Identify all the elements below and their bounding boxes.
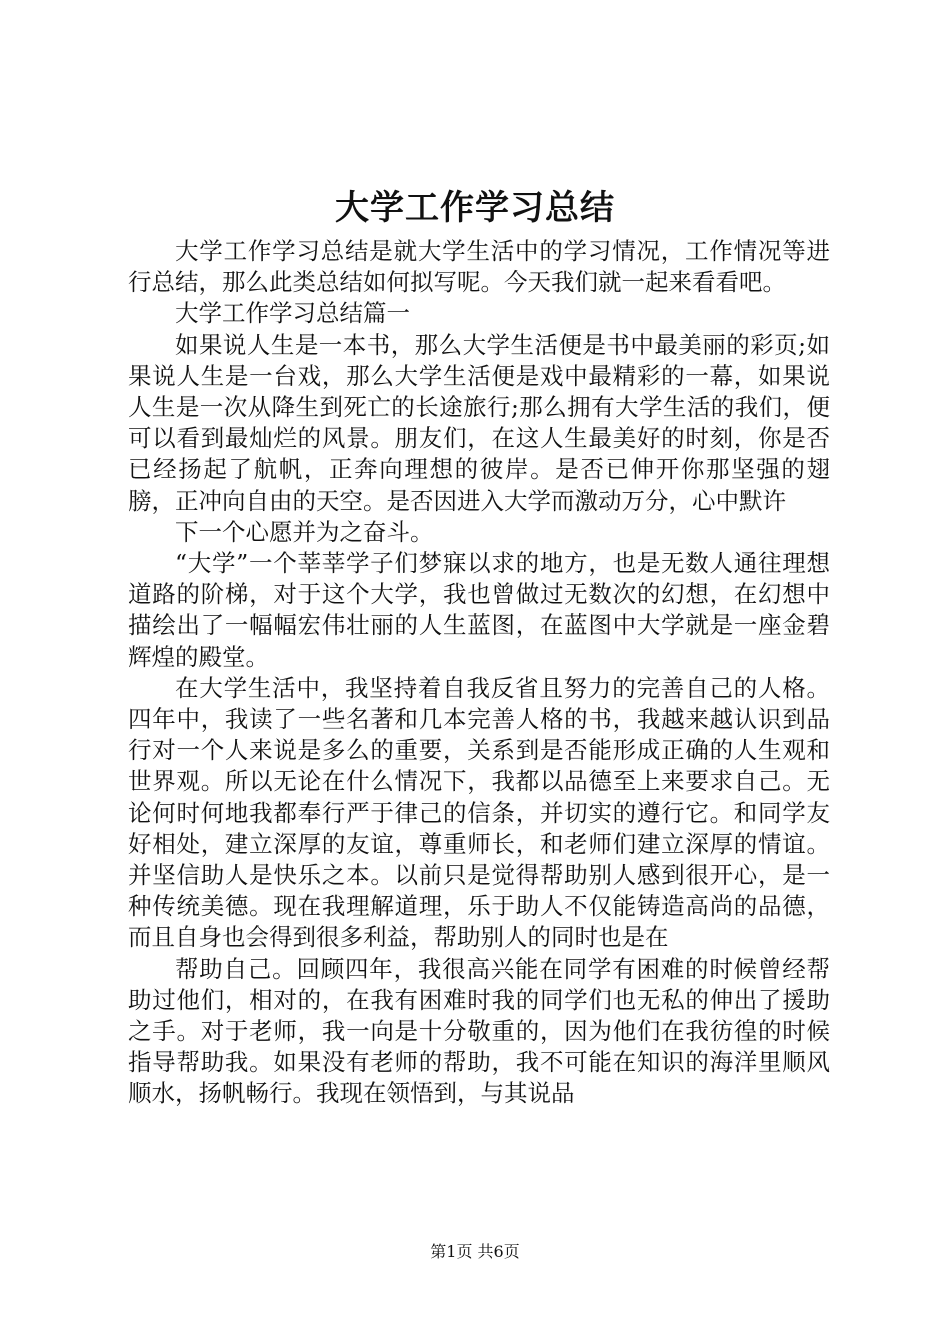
- page-footer: 第1页 共6页: [430, 1242, 520, 1261]
- paragraph: 下一个心愿并为之奋斗。: [175, 517, 434, 546]
- document-title: 大学工作学习总结: [335, 188, 615, 228]
- section-heading: 大学工作学习总结篇一: [175, 299, 410, 328]
- paragraph: “大学”一个莘莘学子们梦寐以求的地方，也是无数人通往理想道路的阶梯，对于这个大学，我也曾做过无数次的幻想，在幻想中描绘出了一幅幅宏伟壮丽的人生蓝图，在蓝图中大学就是一座金碧辉煌的殿堂。: [128, 549, 830, 671]
- paragraph: 帮助自己。回顾四年，我很高兴能在同学有困难的时候曾经帮助过他们，相对的，在我有困难时我的同学们也无私的伸出了援助之手。对于老师，我一向是十分敬重的，因为他们在我彷徨的时候指导帮助我。如果没有老师的帮助，我不可能在知识的海洋里顺风顺水，扬帆畅行。我现在领悟到，与其说品: [128, 954, 830, 1108]
- paragraph: 在大学生活中，我坚持着自我反省且努力的完善自己的人格。四年中，我读了一些名著和几本完善人格的书，我越来越认识到品行对一个人来说是多么的重要，关系到是否能形成正确的人生观和世界观。所以无论在什么情况下，我都以品德至上来要求自己。无论何时何地我都奉行严于律己的信条，并切实的遵行它。和同学友好相处，建立深厚的友谊，尊重师长，和老师们建立深厚的情谊。并坚信助人是快乐之本。以前只是觉得帮助别人感到很开心，是一种传统美德。现在我理解道理，乐于助人不仅能铸造高尚的品德，而且自身也会得到很多利益，帮助别人的同时也是在: [128, 673, 830, 952]
- paragraph: 如果说人生是一本书，那么大学生活便是书中最美丽的彩页;如果说人生是一台戏，那么大学生活便是戏中最精彩的一幕，如果说人生是一次从降生到死亡的长途旅行;那么拥有大学生活的我们，便可以看到最灿烂的风景。朋友们，在这人生最美好的时刻，你是否已经扬起了航帆，正奔向理想的彼岸。是否已伸开你那坚强的翅膀，正冲向自由的天空。是否因进入大学而激动万分，心中默许: [128, 330, 830, 515]
- paragraph: 大学工作学习总结是就大学生活中的学习情况，工作情况等进行总结，那么此类总结如何拟写呢。今天我们就一起来看看吧。: [128, 237, 830, 297]
- document-body: [128, 236, 830, 1110]
